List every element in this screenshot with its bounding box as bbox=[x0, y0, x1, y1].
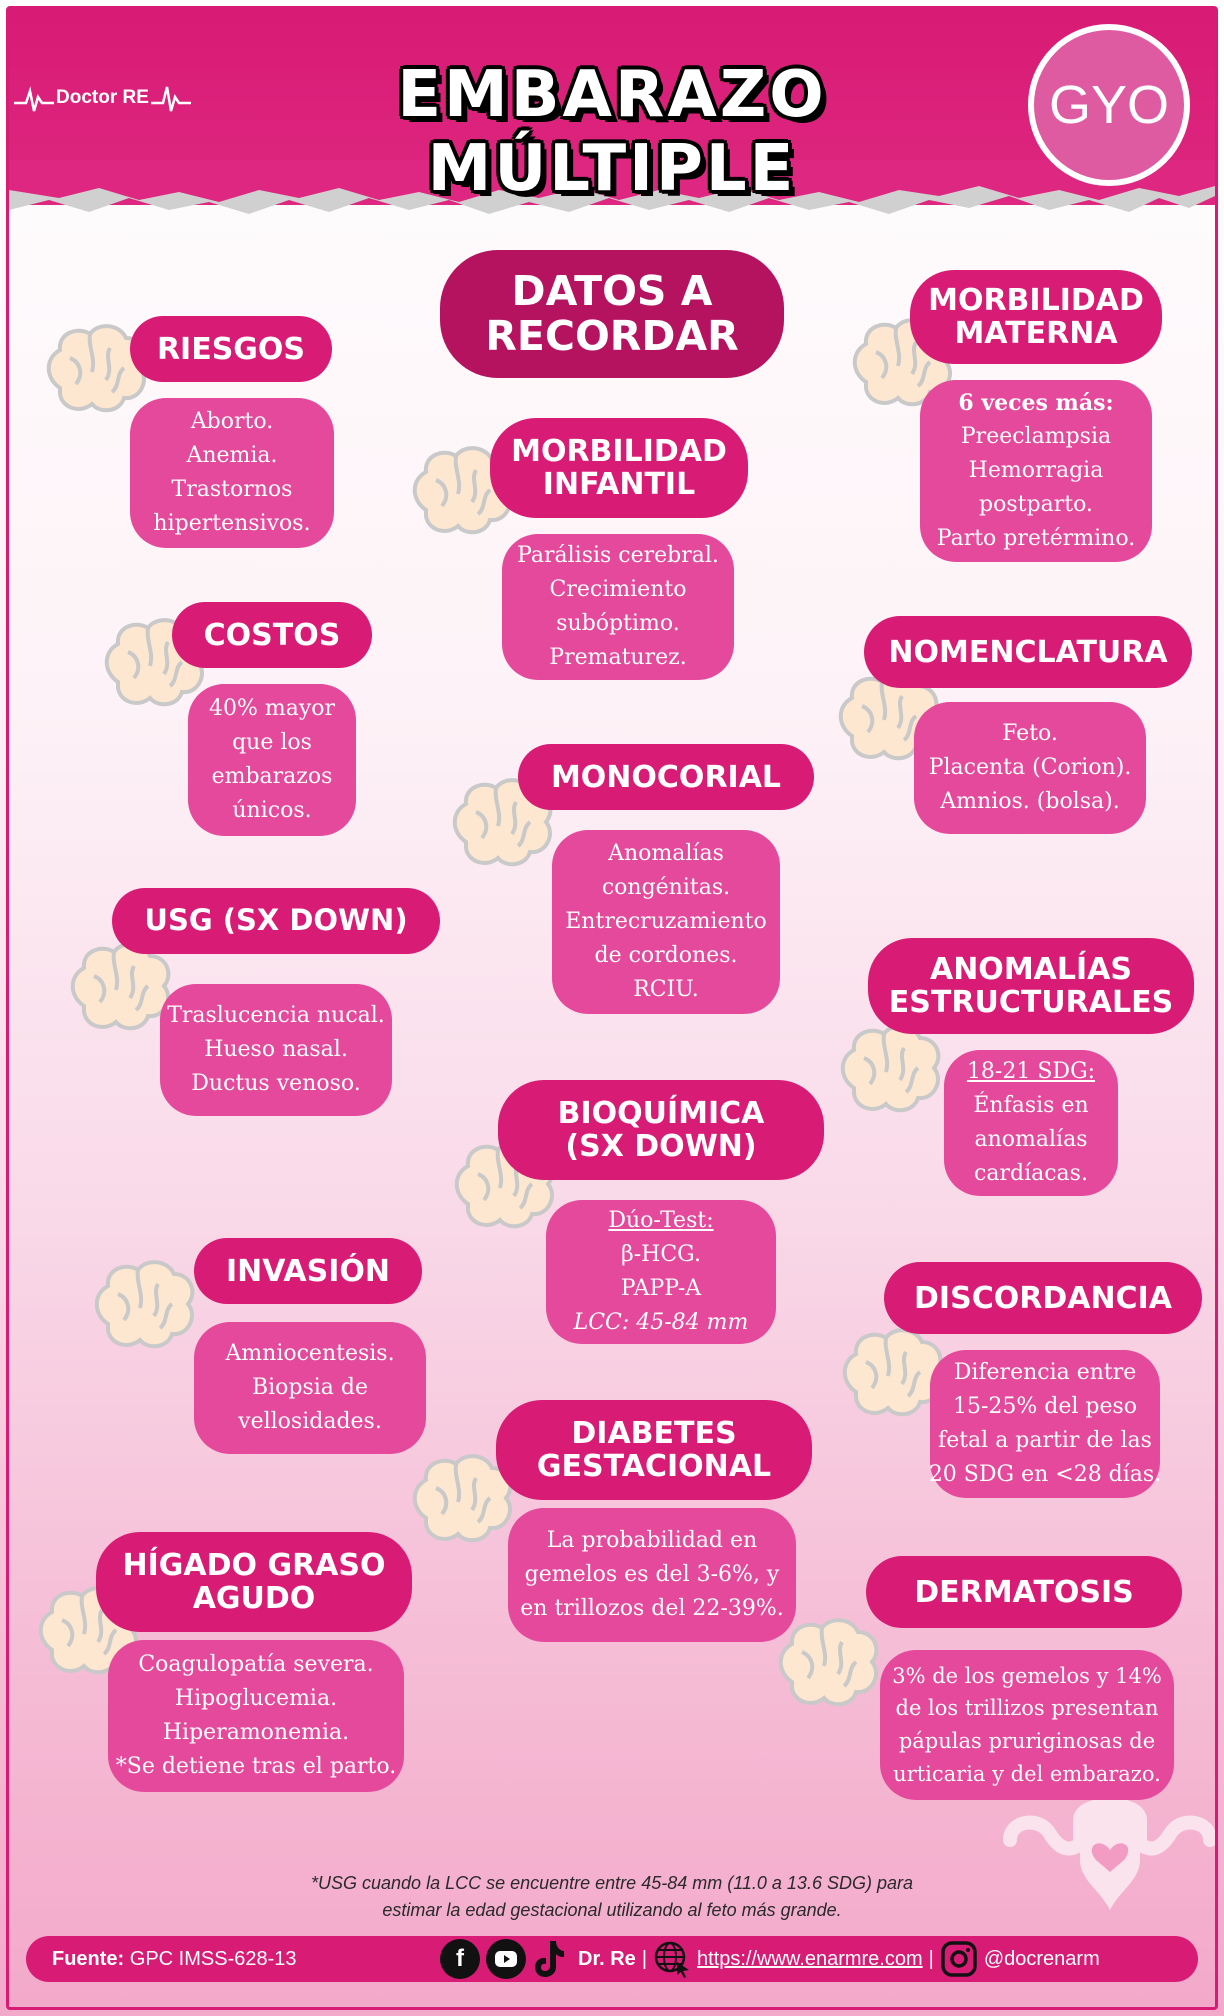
invasion-line: Amniocentesis. bbox=[225, 1340, 395, 1366]
morb-materna-title-line: MORBILIDAD bbox=[928, 283, 1144, 318]
discordancia-line: fetal a partir de las bbox=[938, 1428, 1152, 1453]
doctor-re-logo bbox=[12, 80, 193, 116]
costos-box bbox=[188, 684, 356, 836]
riesgos-line: hipertensivos. bbox=[153, 511, 311, 537]
morb-infantil-title-line: INFANTIL bbox=[542, 467, 696, 502]
anomalias-title bbox=[868, 938, 1194, 1034]
author-name: Dr. Re bbox=[578, 1947, 636, 1970]
costos-line: que los bbox=[232, 729, 312, 755]
bioquimica-title-line: BIOQUÍMICA bbox=[557, 1096, 765, 1131]
diabetes-line: La probabilidad en bbox=[546, 1527, 758, 1553]
globe-icon bbox=[653, 1940, 691, 1978]
heartbeat-icon bbox=[151, 83, 191, 113]
bioquimica-line: β-HCG. bbox=[621, 1241, 701, 1267]
anomalias-title-line: ESTRUCTURALES bbox=[888, 985, 1174, 1020]
diabetes-title bbox=[496, 1400, 812, 1500]
tiktok-icon[interactable] bbox=[532, 1939, 566, 1979]
morb-materna-line: Parto pretérmino. bbox=[936, 526, 1136, 552]
higado-title bbox=[96, 1532, 412, 1632]
riesgos-line: Trastornos bbox=[171, 477, 293, 502]
anomalias-lead: 18-21 SDG: bbox=[966, 1058, 1096, 1084]
nomenclatura-box bbox=[914, 702, 1146, 834]
bioquimica-test: Dúo-Test: bbox=[608, 1207, 714, 1233]
higado-title-line: HÍGADO GRASO bbox=[122, 1548, 386, 1583]
higado-box bbox=[108, 1640, 404, 1792]
monocorial-title: MONOCORIAL bbox=[518, 744, 814, 810]
usg-line: Ductus venoso. bbox=[191, 1071, 361, 1097]
dermatosis-title: DERMATOSIS bbox=[866, 1556, 1182, 1628]
source-value: GPC IMSS-628-13 bbox=[129, 1947, 297, 1970]
bioquimica-box bbox=[546, 1200, 776, 1344]
riesgos-line: Anemia. bbox=[186, 442, 278, 468]
instagram-icon[interactable] bbox=[940, 1940, 978, 1978]
morb-materna-line: Hemorragia bbox=[968, 457, 1104, 483]
higado-line: Coagulopatía severa. bbox=[138, 1651, 374, 1677]
bioquimica-title-line: (SX DOWN) bbox=[565, 1129, 757, 1164]
usg-title: USG (SX DOWN) bbox=[112, 888, 440, 954]
dermatosis-line: 3% de los gemelos y 14% bbox=[892, 1663, 1162, 1688]
footnote bbox=[250, 1870, 974, 1924]
riesgos-line: Aborto. bbox=[190, 408, 274, 434]
youtube-icon[interactable] bbox=[486, 1939, 526, 1979]
website-link[interactable]: https://www.enarmre.com bbox=[697, 1947, 923, 1970]
morb-materna-title-line: MATERNA bbox=[954, 316, 1118, 351]
discordancia-line: 15-25% del peso bbox=[952, 1393, 1138, 1419]
monocorial-box bbox=[552, 830, 780, 1014]
morb-infantil-line: Parálisis cerebral. bbox=[517, 542, 719, 568]
heartbeat-icon bbox=[14, 83, 54, 113]
brain-icon bbox=[88, 1254, 198, 1354]
datos-title-line: DATOS A bbox=[511, 266, 713, 315]
discordancia-title: DISCORDANCIA bbox=[884, 1262, 1202, 1334]
higado-line: *Se detiene tras el parto. bbox=[115, 1754, 397, 1780]
diabetes-title-line: DIABETES bbox=[571, 1416, 737, 1451]
morb-materna-line: postparto. bbox=[979, 492, 1093, 518]
discordancia-line: Diferencia entre bbox=[953, 1359, 1137, 1385]
dermatosis-line: pápulas pruriginosas de bbox=[898, 1729, 1156, 1753]
bioquimica-title bbox=[498, 1080, 824, 1180]
instagram-handle[interactable]: @docrenarm bbox=[983, 1947, 1100, 1970]
morb-materna-line: Preeclampsia bbox=[960, 423, 1112, 449]
discordancia-box bbox=[930, 1350, 1160, 1498]
usg-line: Hueso nasal. bbox=[204, 1036, 348, 1062]
morb-infantil-title bbox=[490, 418, 748, 518]
dermatosis-box bbox=[880, 1650, 1174, 1800]
diabetes-line: gemelos es del 3-6%, y bbox=[524, 1561, 780, 1587]
separator: | bbox=[928, 1947, 934, 1970]
morb-materna-lead: 6 veces más: bbox=[958, 389, 1114, 416]
invasion-title: INVASIÓN bbox=[194, 1238, 422, 1304]
costos-title: COSTOS bbox=[172, 602, 372, 668]
source-label: Fuente: bbox=[52, 1947, 125, 1970]
footnote-line: estimar la edad gestacional utilizando al feto más grande. bbox=[382, 1900, 842, 1920]
monocorial-line: RCIU. bbox=[633, 977, 699, 1003]
source bbox=[52, 1948, 297, 1971]
costos-line: únicos. bbox=[232, 798, 312, 824]
morb-infantil-title-line: MORBILIDAD bbox=[511, 434, 727, 469]
logo-text: Doctor RE bbox=[56, 87, 149, 108]
footnote-line: *USG cuando la LCC se encuentre entre 45-84 mm (11.0 a 13.6 SDG) para bbox=[311, 1873, 913, 1893]
anomalias-line: anomalías bbox=[974, 1127, 1088, 1152]
monocorial-line: Entrecruzamiento bbox=[565, 908, 767, 934]
nomenclatura-line: Feto. bbox=[1002, 720, 1058, 746]
costos-line: embarazos bbox=[211, 764, 333, 789]
monocorial-line: Anomalías bbox=[608, 840, 724, 866]
anomalias-box bbox=[944, 1050, 1118, 1196]
social-links bbox=[440, 1939, 1100, 1979]
higado-line: Hiperamonemia. bbox=[162, 1720, 350, 1745]
nomenclatura-line: Placenta (Corion). bbox=[928, 754, 1132, 780]
page-title: EMBARAZO MÚLTIPLE bbox=[397, 58, 827, 206]
invasion-box bbox=[194, 1322, 426, 1454]
morb-materna-title bbox=[910, 270, 1162, 364]
diabetes-title-line: GESTACIONAL bbox=[536, 1449, 772, 1484]
gyo-badge: GYO bbox=[1028, 24, 1190, 186]
discordancia-line: 20 SDG en <28 días. bbox=[928, 1462, 1162, 1488]
morb-infantil-line: Crecimiento bbox=[549, 576, 687, 602]
datos-title bbox=[440, 250, 784, 378]
nomenclatura-title: NOMENCLATURA bbox=[864, 616, 1192, 688]
nomenclatura-line: Amnios. (bolsa). bbox=[940, 789, 1120, 815]
bioquimica-lcc: LCC: 45-84 mm bbox=[573, 1310, 749, 1336]
morb-infantil-line: Prematurez. bbox=[549, 645, 687, 671]
morb-infantil-line: subóptimo. bbox=[556, 611, 680, 636]
monocorial-line: de cordones. bbox=[594, 943, 738, 969]
higado-title-line: AGUDO bbox=[192, 1581, 316, 1616]
morb-materna-box bbox=[920, 380, 1152, 562]
diabetes-box bbox=[508, 1508, 796, 1642]
diabetes-line: en trillozos del 22-39%. bbox=[520, 1596, 784, 1622]
datos-title-line: RECORDAR bbox=[485, 312, 739, 360]
dermatosis-line: de los trillizos presentan bbox=[895, 1696, 1159, 1721]
anomalias-title-line: ANOMALÍAS bbox=[929, 952, 1132, 987]
facebook-icon[interactable]: f bbox=[440, 1939, 480, 1979]
footer-bar bbox=[26, 1936, 1198, 1982]
dermatosis-line: urticaria y del embarazo. bbox=[893, 1761, 1161, 1786]
anomalias-line: cardíacas. bbox=[974, 1161, 1088, 1187]
invasion-line: vellosidades. bbox=[238, 1409, 382, 1435]
separator: | bbox=[641, 1947, 648, 1970]
riesgos-box bbox=[130, 398, 334, 548]
usg-line: Traslucencia nucal. bbox=[167, 1002, 385, 1028]
monocorial-line: congénitas. bbox=[601, 874, 731, 900]
invasion-line: Biopsia de bbox=[251, 1374, 369, 1400]
morb-infantil-box bbox=[502, 534, 734, 680]
anomalias-line: Énfasis en bbox=[973, 1092, 1089, 1118]
higado-line: Hipoglucemia. bbox=[174, 1685, 338, 1711]
bioquimica-line: PAPP-A bbox=[620, 1276, 702, 1301]
costos-line: 40% mayor bbox=[208, 695, 336, 721]
riesgos-title: RIESGOS bbox=[130, 316, 332, 382]
usg-box bbox=[160, 984, 392, 1116]
